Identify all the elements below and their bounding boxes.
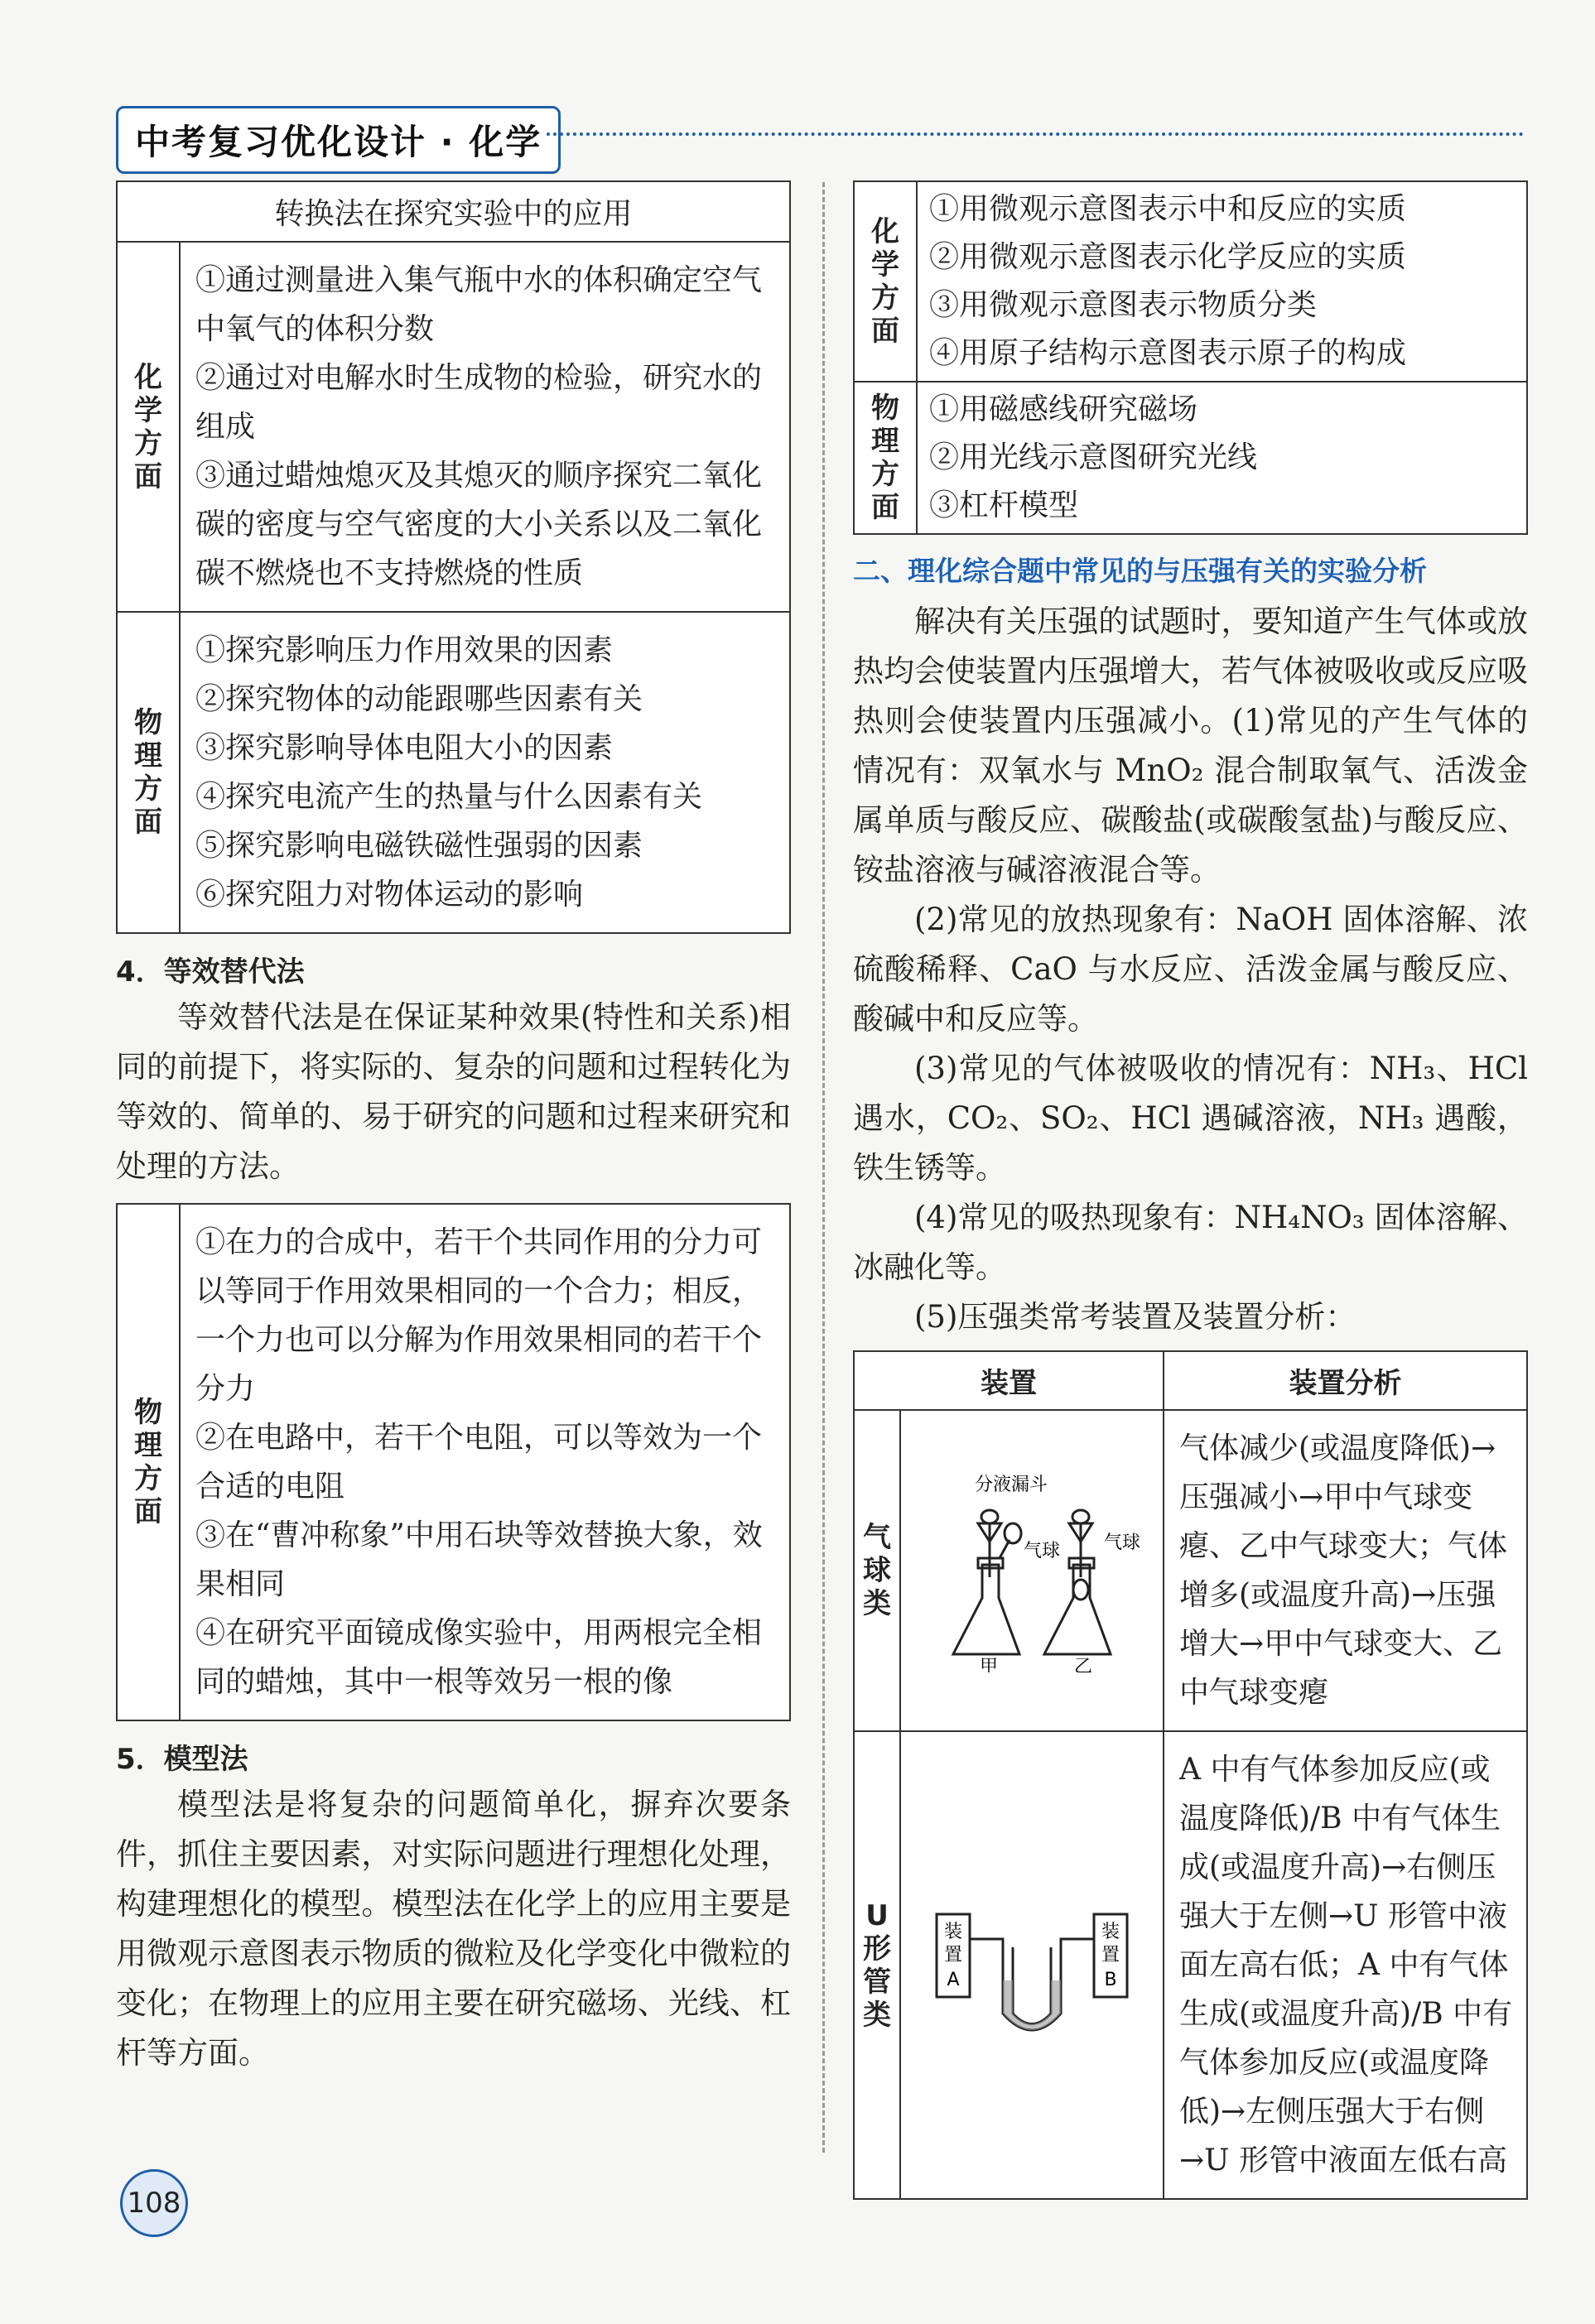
u-tube-analysis: A 中有气体参加反应(或温度降低)/B 中有气体生成(或温度升高)→右侧压强大于左侧→U 形管中液面左高右低；A 中有气体生成(或温度升高)/B 中有气体参加反应(或温度降低)→左侧压强大于右侧→U 形管中液面左低右高 (1164, 1731, 1527, 2199)
paragraph: (3)常见的气体被吸收的情况有：NH₃、HCl 遇水，CO₂、SO₂、HCl 遇碱溶液，NH₃ 遇酸，铁生锈等。 (853, 1051, 1528, 1186)
left-column (116, 180, 791, 2078)
balloon-flasks-diagram (920, 1465, 1144, 1672)
u-tube-type-label: U 形 管 类 (854, 1731, 900, 2199)
paragraph: 模型法是将复杂的问题简单化，摒弃次要条件，抓住主要因素，对实际问题进行理想化处理，构建理想化的模型。模型法在化学上的应用主要是用微观示意图表示物质的微粒及化学变化中微粒的变化；在物理上的应用主要在研究磁场、光线、杠杆等方面。 (116, 1787, 791, 2071)
list-item: ②探究物体的动能跟哪些因素有关 (195, 682, 643, 716)
list-item: ③杠杆模型 (929, 488, 1079, 522)
svg-text:B: B (1104, 1969, 1117, 1990)
phys-aspect-label: 物 理 方 面 (854, 382, 917, 534)
chem-aspect-label: 化 学 方 面 (854, 181, 917, 382)
list-item: ③用微观示意图表示物质分类 (929, 288, 1318, 322)
header-divider (547, 132, 1524, 136)
svg-text:置: 置 (943, 1944, 963, 1966)
column-divider (822, 182, 825, 2153)
svg-text:装: 装 (1101, 1921, 1120, 1942)
section-heading-model: 5．模型法 (116, 1743, 248, 1776)
header-title: 中考复习优化设计 · 化学 (116, 106, 561, 174)
list-item: ①探究影响压力作用效果的因素 (195, 633, 614, 667)
balloon-analysis: 气体减少(或温度降低)→压强减小→甲中气球变瘪、乙中气球变大；气体增多(或温度升高)→压强增大→甲中气球变大、乙中气球变瘪 (1164, 1410, 1527, 1731)
list-item: ②通过对电解水时生成物的检验，研究水的组成 (195, 361, 763, 444)
section-heading-pressure: 二、理化综合题中常见的与压强有关的实验分析 (853, 555, 1427, 587)
balloon-type-label: 气 球 类 (854, 1410, 900, 1731)
phys-aspect-label: 物 理 方 面 (117, 612, 180, 933)
fig-label-funnel: 分液漏斗 (974, 1475, 1048, 1495)
list-item: ⑤探究影响电磁铁磁性强弱的因素 (195, 829, 643, 863)
fig-label-yi: 乙 (1074, 1657, 1093, 1672)
section-heading-equivalent: 4．等效替代法 (116, 955, 305, 989)
table-title: 转换法在探究实验中的应用 (117, 181, 790, 242)
phys-aspect-items (180, 1204, 790, 1720)
phys-aspect-items (180, 612, 790, 933)
list-item: ①通过测量进入集气瓶中水的体积确定空气中氧气的体积分数 (195, 263, 763, 346)
paragraph: (2)常见的放热现象有：NaOH 固体溶解、浓硫酸稀释、CaO 与水反应、活泼金属与酸反应、酸碱中和反应等。 (853, 902, 1528, 1037)
u-tube-diagram (920, 1881, 1144, 2047)
list-item: ③在“曹冲称象”中用石块等效替换大象，效果相同 (195, 1518, 763, 1601)
list-item: ④用原子结构示意图表示原子的构成 (929, 336, 1407, 370)
balloon-apparatus-figure (900, 1410, 1164, 1731)
column-header-analysis: 装置分析 (1164, 1351, 1527, 1410)
list-item: ③探究影响导体电阻大小的因素 (195, 731, 614, 765)
list-item: ②用光线示意图研究光线 (929, 440, 1258, 474)
fig-label-balloon-a: 气球 (1024, 1541, 1061, 1561)
list-item: ①用磁感线研究磁场 (929, 392, 1198, 426)
chem-aspect-items (180, 242, 790, 612)
list-item: ③通过蜡烛熄灭及其熄灭的顺序探究二氧化碳的密度与空气密度的大小关系以及二氧化碳不燃烧也不支持燃烧的性质 (195, 459, 763, 590)
list-item: ②用微观示意图表示化学反应的实质 (929, 240, 1407, 274)
model-method-table (853, 180, 1528, 535)
conversion-method-table (116, 180, 791, 934)
list-item: ⑥探究阻力对物体运动的影响 (195, 878, 584, 912)
svg-text:置: 置 (1101, 1944, 1120, 1966)
paragraph: (5)压强类常考装置及装置分析： (914, 1299, 1356, 1335)
chem-aspect-label: 化 学 方 面 (117, 242, 180, 612)
paragraph: 等效替代法是在保证某种效果(特性和关系)相同的前提下，将实际的、复杂的问题和过程转化为等效的、简单的、易于研究的问题和过程来研究和处理的方法。 (116, 999, 791, 1184)
chem-aspect-items (917, 181, 1527, 382)
list-item: ②在电路中，若干个电阻，可以等效为一个合适的电阻 (195, 1421, 763, 1504)
page-number: 108 (120, 2169, 188, 2237)
svg-text:A: A (947, 1969, 960, 1990)
fig-label-balloon-b: 气球 (1104, 1532, 1141, 1553)
phys-aspect-items (917, 382, 1527, 534)
u-tube-apparatus-figure (900, 1731, 1164, 2199)
fig-label-jia: 甲 (980, 1657, 999, 1672)
header (116, 106, 561, 174)
device-analysis-table (853, 1350, 1528, 2200)
list-item: ①在力的合成中，若干个共同作用的分力可以等同于作用效果相同的一个合力；相反，一个力也可以分解为作用效果相同的若干个分力 (195, 1225, 763, 1406)
list-item: ④在研究平面镜成像实验中，用两根完全相同的蜡烛，其中一根等效另一根的像 (195, 1616, 763, 1699)
phys-aspect-label: 物 理 方 面 (117, 1204, 180, 1720)
svg-text:装: 装 (943, 1921, 963, 1942)
list-item: ①用微观示意图表示中和反应的实质 (929, 192, 1407, 226)
equivalent-method-table (116, 1203, 791, 1721)
list-item: ④探究电流产生的热量与什么因素有关 (195, 780, 703, 814)
right-column (853, 180, 1528, 2200)
paragraph: 解决有关压强的试题时，要知道产生气体或放热均会使装置内压强增大，若气体被吸收或反应吸热则会使装置内压强减小。(1)常见的产生气体的情况有：双氧水与 MnO₂ 混合制取氧气、活泼金属单质与酸反应、碳酸盐(或碳酸氢盐)与酸反应、铵盐溶液与碱溶液混合等。 (853, 604, 1528, 888)
column-header-device: 装置 (854, 1351, 1164, 1410)
paragraph: (4)常见的吸热现象有：NH₄NO₃ 固体溶解、冰融化等。 (853, 1200, 1528, 1285)
